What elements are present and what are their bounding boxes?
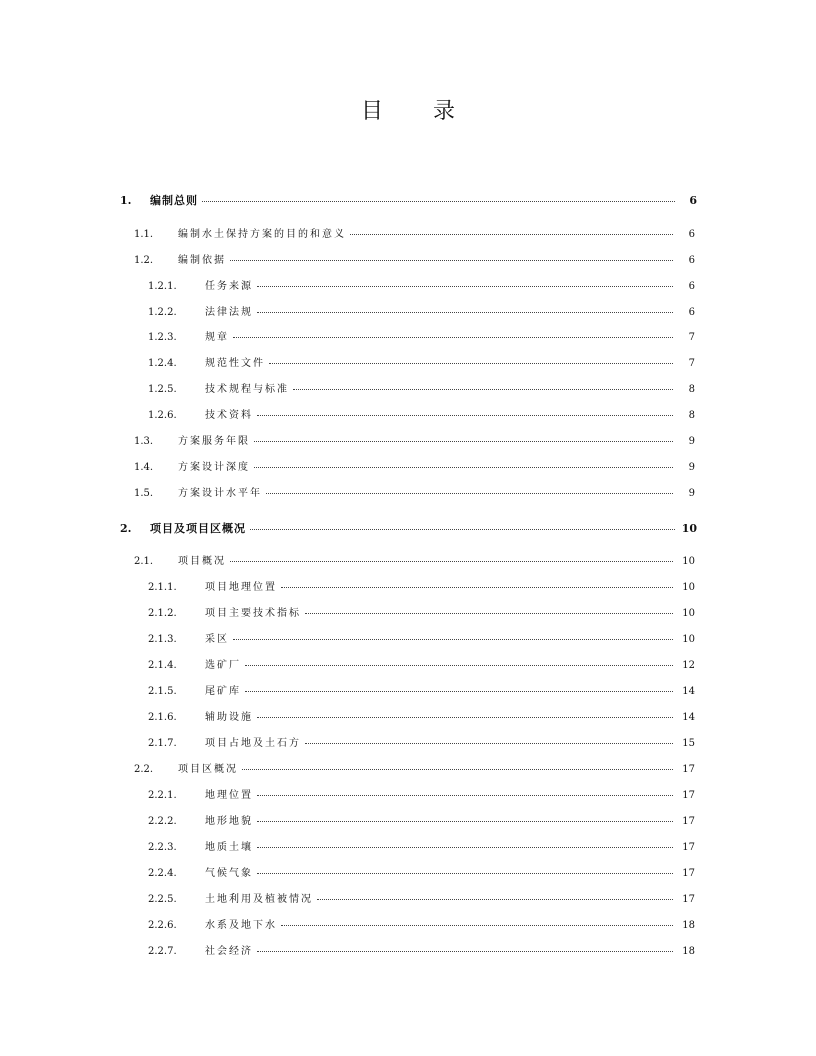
toc-entry-page: 8	[688, 410, 695, 421]
toc-entry-page: 15	[682, 738, 695, 749]
toc-entry-page: 17	[682, 868, 695, 879]
toc-entry-page: 9	[688, 462, 695, 473]
toc-leader-dots	[257, 847, 673, 848]
toc-entry[interactable]	[148, 356, 695, 372]
toc-leader-dots	[250, 529, 675, 530]
toc-entry-number: 2.1.3.	[148, 634, 177, 645]
toc-entry[interactable]	[148, 814, 695, 830]
toc-entry-title: 编制总则	[150, 194, 198, 207]
toc-entry-page: 17	[682, 842, 695, 853]
toc-entry[interactable]	[134, 554, 695, 570]
toc-leader-dots	[257, 821, 673, 822]
toc-entry[interactable]	[120, 193, 697, 209]
toc-entry[interactable]	[148, 408, 695, 424]
toc-entry[interactable]	[148, 866, 695, 882]
toc-leader-dots	[317, 899, 673, 900]
toc-leader-dots	[242, 769, 673, 770]
toc-leader-dots	[257, 312, 673, 313]
toc-entry-page: 10	[682, 634, 695, 645]
toc-entry-title: 尾矿库	[205, 686, 241, 697]
toc-entry-number: 1.2.	[134, 255, 154, 266]
toc-entry[interactable]	[134, 434, 695, 450]
toc-entry-number: 1.2.5.	[148, 384, 177, 395]
toc-leader-dots	[257, 286, 673, 287]
toc-leader-dots	[230, 561, 673, 562]
toc-leader-dots	[245, 691, 673, 692]
toc-entry-title: 地形地貌	[205, 816, 253, 827]
toc-leader-dots	[305, 613, 673, 614]
toc-entry-number: 1.2.4.	[148, 358, 177, 369]
toc-leader-dots	[202, 201, 675, 202]
toc-entry-number: 2.2.3.	[148, 842, 177, 853]
toc-entry[interactable]	[134, 486, 695, 502]
toc-entry-title: 编制依据	[178, 255, 226, 266]
toc-entry-number: 1.1.	[134, 229, 154, 240]
toc-entry-title: 项目地理位置	[205, 582, 277, 593]
toc-entry-title: 地理位置	[205, 790, 253, 801]
toc-entry[interactable]	[148, 892, 695, 908]
toc-leader-dots	[266, 493, 673, 494]
toc-entry-page: 10	[682, 556, 695, 567]
toc-leader-dots	[281, 925, 673, 926]
toc-entry-title: 任务来源	[205, 281, 253, 292]
toc-entry-page: 8	[688, 384, 695, 395]
toc-entry-title: 编制水土保持方案的目的和意义	[178, 229, 346, 240]
toc-entry-page: 7	[688, 358, 695, 369]
toc-entry[interactable]	[148, 330, 695, 346]
toc-leader-dots	[350, 234, 673, 235]
toc-leader-dots	[257, 415, 673, 416]
toc-entry-title: 项目概况	[178, 556, 226, 567]
toc-entry-number: 2.1.	[134, 556, 154, 567]
toc-entry-title: 技术规程与标准	[205, 384, 289, 395]
toc-entry[interactable]	[148, 788, 695, 804]
toc-entry-page: 6	[688, 229, 695, 240]
toc-entry-title: 规章	[205, 332, 229, 343]
toc-entry[interactable]	[148, 305, 695, 321]
toc-entry-page: 6	[689, 194, 697, 207]
toc-entry[interactable]	[134, 253, 695, 269]
toc-entry[interactable]	[120, 521, 697, 537]
toc-entry[interactable]	[148, 632, 695, 648]
toc-entry-title: 辅助设施	[205, 712, 253, 723]
toc-entry-title: 土地利用及植被情况	[205, 894, 313, 905]
toc-entry-page: 17	[682, 764, 695, 775]
toc-entry-number: 1.5.	[134, 488, 154, 499]
toc-entry-page: 17	[682, 790, 695, 801]
toc-entry-title: 方案设计水平年	[178, 488, 262, 499]
toc-entry-number: 2.	[120, 522, 132, 535]
toc-entry-page: 9	[688, 488, 695, 499]
toc-entry-number: 2.2.2.	[148, 816, 177, 827]
toc-entry-number: 1.2.1.	[148, 281, 177, 292]
toc-leader-dots	[257, 717, 673, 718]
toc-entry-page: 10	[682, 608, 695, 619]
toc-entry-page: 9	[688, 436, 695, 447]
toc-leader-dots	[305, 743, 673, 744]
toc-entry-number: 2.2.5.	[148, 894, 177, 905]
toc-entry-page: 6	[688, 307, 695, 318]
toc-entry-title: 项目及项目区概况	[150, 522, 246, 535]
toc-entry[interactable]	[134, 460, 695, 476]
toc-entry[interactable]	[134, 227, 695, 243]
toc-entry[interactable]	[148, 279, 695, 295]
toc-entry-number: 2.1.5.	[148, 686, 177, 697]
toc-entry-page: 17	[682, 894, 695, 905]
toc-entry[interactable]	[148, 658, 695, 674]
toc-leader-dots	[233, 639, 673, 640]
toc-entry-number: 1.4.	[134, 462, 154, 473]
toc-entry-number: 2.1.2.	[148, 608, 177, 619]
toc-entry-number: 2.1.7.	[148, 738, 177, 749]
toc-entry-title: 社会经济	[205, 946, 253, 957]
toc-entry-number: 1.3.	[134, 436, 154, 447]
toc-entry-page: 14	[682, 712, 695, 723]
toc-leader-dots	[269, 363, 673, 364]
toc-entry[interactable]	[148, 710, 695, 726]
toc-entry-page: 18	[682, 920, 695, 931]
toc-entry-page: 10	[682, 582, 695, 593]
toc-entry-title: 法律法规	[205, 307, 253, 318]
toc-entry-title: 选矿厂	[205, 660, 241, 671]
toc-entry-page: 10	[681, 522, 697, 535]
toc-title-char-2: 录	[433, 99, 456, 124]
toc-entry-number: 1.	[120, 194, 132, 207]
toc-leader-dots	[281, 587, 673, 588]
toc-entry-title: 方案设计深度	[178, 462, 250, 473]
toc-entry[interactable]	[148, 580, 695, 596]
toc-entry-page: 17	[682, 816, 695, 827]
toc-entry-page: 14	[682, 686, 695, 697]
toc-entry-title: 规范性文件	[205, 358, 265, 369]
toc-leader-dots	[293, 389, 673, 390]
toc-entry-number: 2.1.1.	[148, 582, 177, 593]
toc-entry-page: 6	[688, 281, 695, 292]
toc-entry-number: 2.2.1.	[148, 790, 177, 801]
toc-entry[interactable]	[148, 606, 695, 622]
toc-entry-title: 技术资料	[205, 410, 253, 421]
toc-leader-dots	[257, 795, 673, 796]
toc-leader-dots	[245, 665, 673, 666]
toc-entry-title: 气候气象	[205, 868, 253, 879]
toc-leader-dots	[257, 951, 673, 952]
toc-entry[interactable]	[148, 382, 695, 398]
toc-entry-title: 方案服务年限	[178, 436, 250, 447]
toc-entry-number: 1.2.6.	[148, 410, 177, 421]
toc-entry-number: 1.2.3.	[148, 332, 177, 343]
toc-entry-number: 2.1.6.	[148, 712, 177, 723]
toc-leader-dots	[254, 467, 673, 468]
toc-entry[interactable]	[148, 840, 695, 856]
toc-entry-title: 采区	[205, 634, 229, 645]
toc-title-char-1: 目	[360, 99, 383, 124]
toc-entry-number: 2.2.7.	[148, 946, 177, 957]
toc-leader-dots	[257, 873, 673, 874]
toc-entry-title: 项目主要技术指标	[205, 608, 301, 619]
toc-entry[interactable]	[148, 918, 695, 934]
toc-entry-number: 1.2.2.	[148, 307, 177, 318]
toc-entry-number: 2.2.4.	[148, 868, 177, 879]
toc-entry[interactable]	[148, 736, 695, 752]
toc-entry-title: 水系及地下水	[205, 920, 277, 931]
toc-entry[interactable]	[148, 944, 695, 960]
toc-entry-title: 地质土壤	[205, 842, 253, 853]
toc-entry-number: 2.2.	[134, 764, 154, 775]
toc-entry-page: 7	[688, 332, 695, 343]
toc-entry-title: 项目区概况	[178, 764, 238, 775]
toc-entry[interactable]	[148, 684, 695, 700]
toc-leader-dots	[254, 441, 673, 442]
toc-leader-dots	[230, 260, 673, 261]
toc-entry-page: 18	[682, 946, 695, 957]
toc-entry-number: 2.2.6.	[148, 920, 177, 931]
toc-entry-page: 6	[688, 255, 695, 266]
toc-entry-title: 项目占地及土石方	[205, 738, 301, 749]
toc-entry[interactable]	[134, 762, 695, 778]
toc-entry-page: 12	[682, 660, 695, 671]
toc-leader-dots	[233, 337, 673, 338]
toc-entry-number: 2.1.4.	[148, 660, 177, 671]
